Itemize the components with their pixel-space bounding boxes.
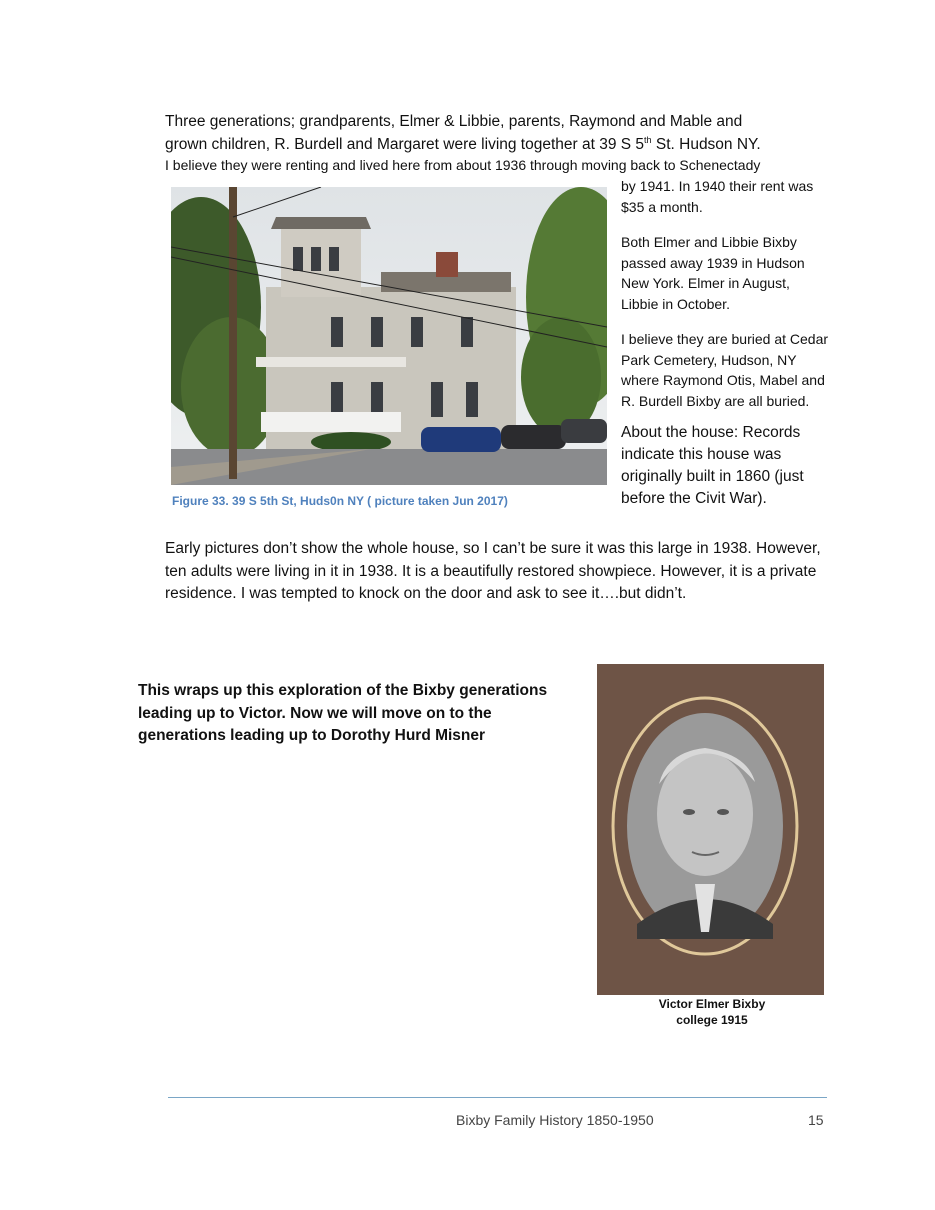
- intro-line-2: [165, 133, 835, 156]
- early-pictures-paragraph: Early pictures don’t show the whole house, so I can’t be sure it was this large in 1938. However, ten adults were living in it in 1938. It is a beautifully restored showpiece. However, it is a private residence. I was tempted to knock on the door and ask to see it….but didn’t.: [165, 540, 821, 602]
- right-text-column: [621, 176, 831, 525]
- wrap-up-paragraph: This wraps up this exploration of the Bixby generations leading up to Victor. Now we will move on to the generations leading up to Dorothy Hurd Misner: [138, 682, 548, 744]
- intro-line-2-end: St. Hudson NY.: [651, 136, 761, 153]
- intro-line-1: Three generations; grandparents, Elmer & Libbie, parents, Raymond and Mable and: [165, 113, 743, 130]
- burial-paragraph: I believe they are buried at Cedar Park Cemetery, Hudson, NY where Raymond Otis, Mabel and R. Burdell Bixby are all buried.: [621, 331, 829, 409]
- portrait-caption: [597, 996, 827, 1028]
- intro-line-3: I believe they were renting and lived here from about 1936 through moving back to Schenectady: [165, 157, 761, 173]
- ordinal-suffix: th: [644, 134, 652, 145]
- footer-title: Bixby Family History 1850-1950: [456, 1112, 654, 1128]
- intro-line-2-text: grown children, R. Burdell and Margaret were living together at 39 S 5: [165, 136, 645, 153]
- portrait-caption-year: college 1915: [676, 1013, 748, 1027]
- portrait-caption-name: Victor Elmer Bixby: [658, 997, 766, 1011]
- portrait-photo: [597, 664, 824, 995]
- house-history-paragraph: About the house: Records indicate this house was originally built in 1860 (just before the Civit War).: [621, 424, 804, 507]
- figure-caption: Figure 33. 39 S 5th St, Huds0n NY ( picture taken Jun 2017): [172, 494, 508, 508]
- house-photo: [171, 187, 607, 485]
- intro-paragraph: [165, 110, 835, 156]
- rent-paragraph: by 1941. In 1940 their rent was $35 a month.: [621, 178, 814, 215]
- deaths-paragraph: Both Elmer and Libbie Bixby passed away 1939 in Hudson New York. Elmer in August, Libbie in October.: [621, 234, 805, 312]
- footer-divider: [168, 1097, 827, 1098]
- page-number: 15: [808, 1112, 824, 1128]
